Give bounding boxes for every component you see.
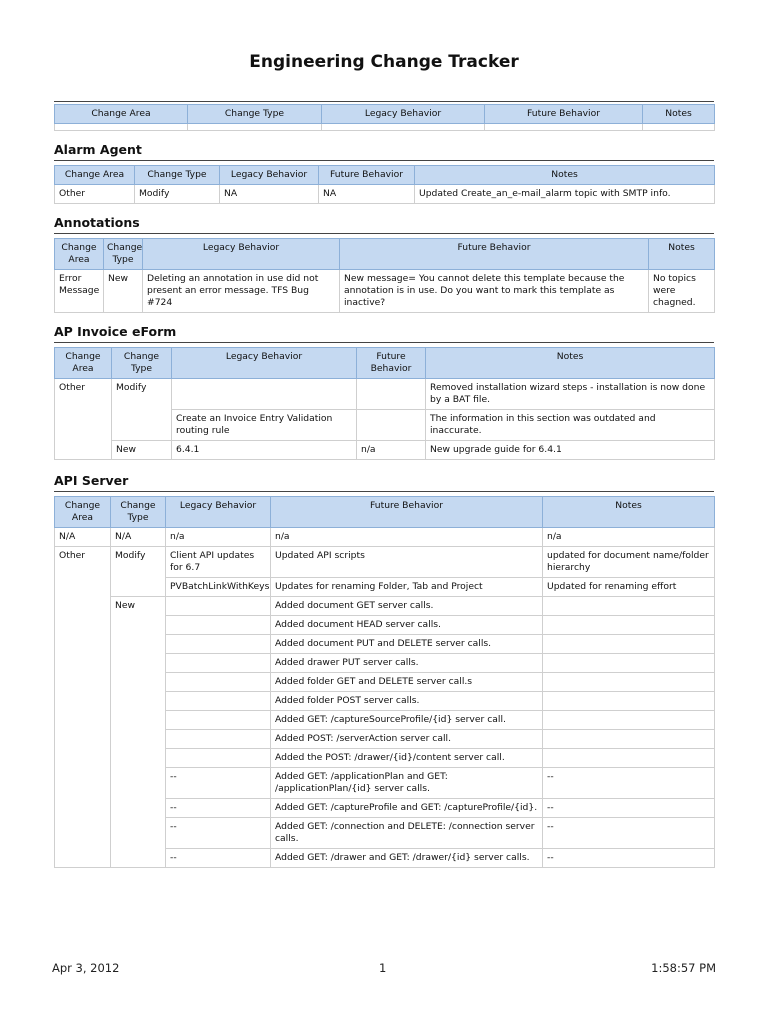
table-cell: Added drawer PUT server calls. — [271, 654, 543, 673]
table-cell: New — [111, 597, 166, 868]
table-cell: n/a — [166, 528, 271, 547]
table-cell — [543, 673, 715, 692]
table-cell — [543, 711, 715, 730]
column-header: Notes — [643, 105, 715, 124]
table-cell: n/a — [543, 528, 715, 547]
column-header: Notes — [415, 166, 715, 185]
table-cell — [543, 730, 715, 749]
table-cell: New upgrade guide for 6.4.1 — [426, 441, 715, 460]
table-cell — [55, 124, 188, 131]
table-cell: Added GET: /captureSourceProfile/{id} server call. — [271, 711, 543, 730]
table-cell: Added GET: /connection and DELETE: /connection server calls. — [271, 818, 543, 849]
table-cell — [166, 673, 271, 692]
table-cell: Modify — [135, 185, 220, 204]
column-header: Change Area — [55, 105, 188, 124]
section-title: AP Invoice eForm — [54, 322, 714, 343]
table-cell: -- — [166, 818, 271, 849]
table-cell: Added document GET server calls. — [271, 597, 543, 616]
table-row — [55, 124, 715, 131]
table-cell — [543, 654, 715, 673]
table-cell: New — [112, 441, 172, 460]
table-row — [55, 185, 715, 204]
table-cell: updated for document name/folder hierarchy — [543, 547, 715, 578]
table-cell: Updated API scripts — [271, 547, 543, 578]
table-cell: PVBatchLinkWithKeys — [166, 578, 271, 597]
table-cell: Other — [55, 185, 135, 204]
table-cell: New — [104, 270, 143, 313]
table-cell — [166, 730, 271, 749]
section-title: API Server — [54, 471, 714, 492]
table-cell: New message= You cannot delete this template because the annotation is in use. Do you want to mark this template as inactive? — [340, 270, 649, 313]
table-cell: n/a — [357, 441, 426, 460]
table-cell: -- — [543, 849, 715, 868]
table-cell: Added document HEAD server calls. — [271, 616, 543, 635]
table-cell: Updated Create_an_e-mail_alarm topic with SMTP info. — [415, 185, 715, 204]
table-row — [55, 528, 715, 547]
column-header: Notes — [649, 239, 715, 270]
table-row — [55, 379, 715, 410]
table-cell: Added GET: /captureProfile and GET: /captureProfile/{id}. — [271, 799, 543, 818]
table-cell — [166, 597, 271, 616]
table-cell: Modify — [112, 379, 172, 441]
column-header: Change Area — [55, 348, 112, 379]
table-header-row — [55, 105, 715, 124]
table-cell: Added folder GET and DELETE server call.s — [271, 673, 543, 692]
column-header: Future Behavior — [319, 166, 415, 185]
table-cell: Added GET: /applicationPlan and GET: /applicationPlan/{id} server calls. — [271, 768, 543, 799]
table-cell: -- — [543, 799, 715, 818]
table-cell — [166, 749, 271, 768]
api-server-section — [54, 471, 714, 868]
table-cell: -- — [543, 818, 715, 849]
column-header: Legacy Behavior — [172, 348, 357, 379]
table-cell: Added document PUT and DELETE server calls. — [271, 635, 543, 654]
api-server-table — [54, 496, 715, 868]
column-header: Legacy Behavior — [220, 166, 319, 185]
section-title: Alarm Agent — [54, 140, 714, 161]
table-cell: NA — [220, 185, 319, 204]
table-cell: Added folder POST server calls. — [271, 692, 543, 711]
column-header: Change Area — [55, 239, 104, 270]
table-cell: N/A — [111, 528, 166, 547]
footer-page-number: 1 — [379, 961, 387, 975]
table-cell — [166, 654, 271, 673]
table-cell: Create an Invoice Entry Validation routing rule — [172, 410, 357, 441]
table-cell: 6.4.1 — [172, 441, 357, 460]
annotations-section — [54, 213, 714, 313]
table-cell — [322, 124, 485, 131]
table-cell: -- — [166, 768, 271, 799]
table-cell: Updated for renaming effort — [543, 578, 715, 597]
table-cell: Deleting an annotation in use did not present an error message. TFS Bug #724 — [143, 270, 340, 313]
table-cell: No topics were chagned. — [649, 270, 715, 313]
table-cell — [543, 635, 715, 654]
table-cell: N/A — [55, 528, 111, 547]
footer-date: Apr 3, 2012 — [52, 961, 120, 975]
column-header: Change Type — [111, 497, 166, 528]
column-header: Future Behavior — [271, 497, 543, 528]
table-cell: Modify — [111, 547, 166, 597]
column-header: Change Type — [135, 166, 220, 185]
table-cell — [543, 616, 715, 635]
column-header: Change Type — [104, 239, 143, 270]
table-cell — [543, 692, 715, 711]
page-title: Engineering Change Tracker — [249, 52, 519, 72]
section-title: Annotations — [54, 213, 714, 234]
table-cell: n/a — [271, 528, 543, 547]
column-header: Change Type — [188, 105, 322, 124]
table-cell: -- — [166, 799, 271, 818]
table-cell: -- — [166, 849, 271, 868]
column-header: Change Type — [112, 348, 172, 379]
table-cell: NA — [319, 185, 415, 204]
ap-invoice-section — [54, 322, 714, 460]
table-cell: Added GET: /drawer and GET: /drawer/{id} server calls. — [271, 849, 543, 868]
table-cell: Other — [55, 547, 111, 868]
table-row — [55, 597, 715, 616]
table-cell: Error Message — [55, 270, 104, 313]
table-cell — [643, 124, 715, 131]
table-cell — [543, 749, 715, 768]
column-header: Legacy Behavior — [322, 105, 485, 124]
column-header: Notes — [543, 497, 715, 528]
alarm-agent-table — [54, 165, 715, 204]
column-header: Future Behavior — [357, 348, 426, 379]
ap-invoice-table — [54, 347, 715, 460]
footer-time: 1:58:57 PM — [651, 961, 716, 975]
table-cell — [357, 410, 426, 441]
column-header: Future Behavior — [485, 105, 643, 124]
table-cell: Other — [55, 379, 112, 460]
table-cell: Added the POST: /drawer/{id}/content server call. — [271, 749, 543, 768]
table-header-row — [55, 497, 715, 528]
table-cell — [172, 379, 357, 410]
table-header-row — [55, 348, 715, 379]
table-cell — [543, 597, 715, 616]
annotations-table — [54, 238, 715, 313]
table-cell — [166, 635, 271, 654]
column-header: Legacy Behavior — [143, 239, 340, 270]
column-header: Notes — [426, 348, 715, 379]
table-cell — [166, 692, 271, 711]
table-cell — [166, 616, 271, 635]
table-cell: Updates for renaming Folder, Tab and Project — [271, 578, 543, 597]
table-cell — [357, 379, 426, 410]
column-header: Change Area — [55, 497, 111, 528]
column-header: Change Area — [55, 166, 135, 185]
column-header: Legacy Behavior — [166, 497, 271, 528]
table-cell: Removed installation wizard steps - installation is now done by a BAT file. — [426, 379, 715, 410]
table-cell — [485, 124, 643, 131]
table-header-row — [55, 166, 715, 185]
table-cell — [166, 711, 271, 730]
alarm-agent-section — [54, 140, 714, 204]
table-cell: Client API updates for 6.7 — [166, 547, 271, 578]
column-header: Future Behavior — [340, 239, 649, 270]
table-cell: -- — [543, 768, 715, 799]
top-summary-section — [54, 101, 714, 131]
table-cell: Added POST: /serverAction server call. — [271, 730, 543, 749]
table-row — [55, 270, 715, 313]
table-row — [55, 547, 715, 578]
table-cell: The information in this section was outdated and inaccurate. — [426, 410, 715, 441]
top-summary-table — [54, 104, 715, 131]
table-header-row — [55, 239, 715, 270]
table-row — [55, 441, 715, 460]
table-cell — [188, 124, 322, 131]
